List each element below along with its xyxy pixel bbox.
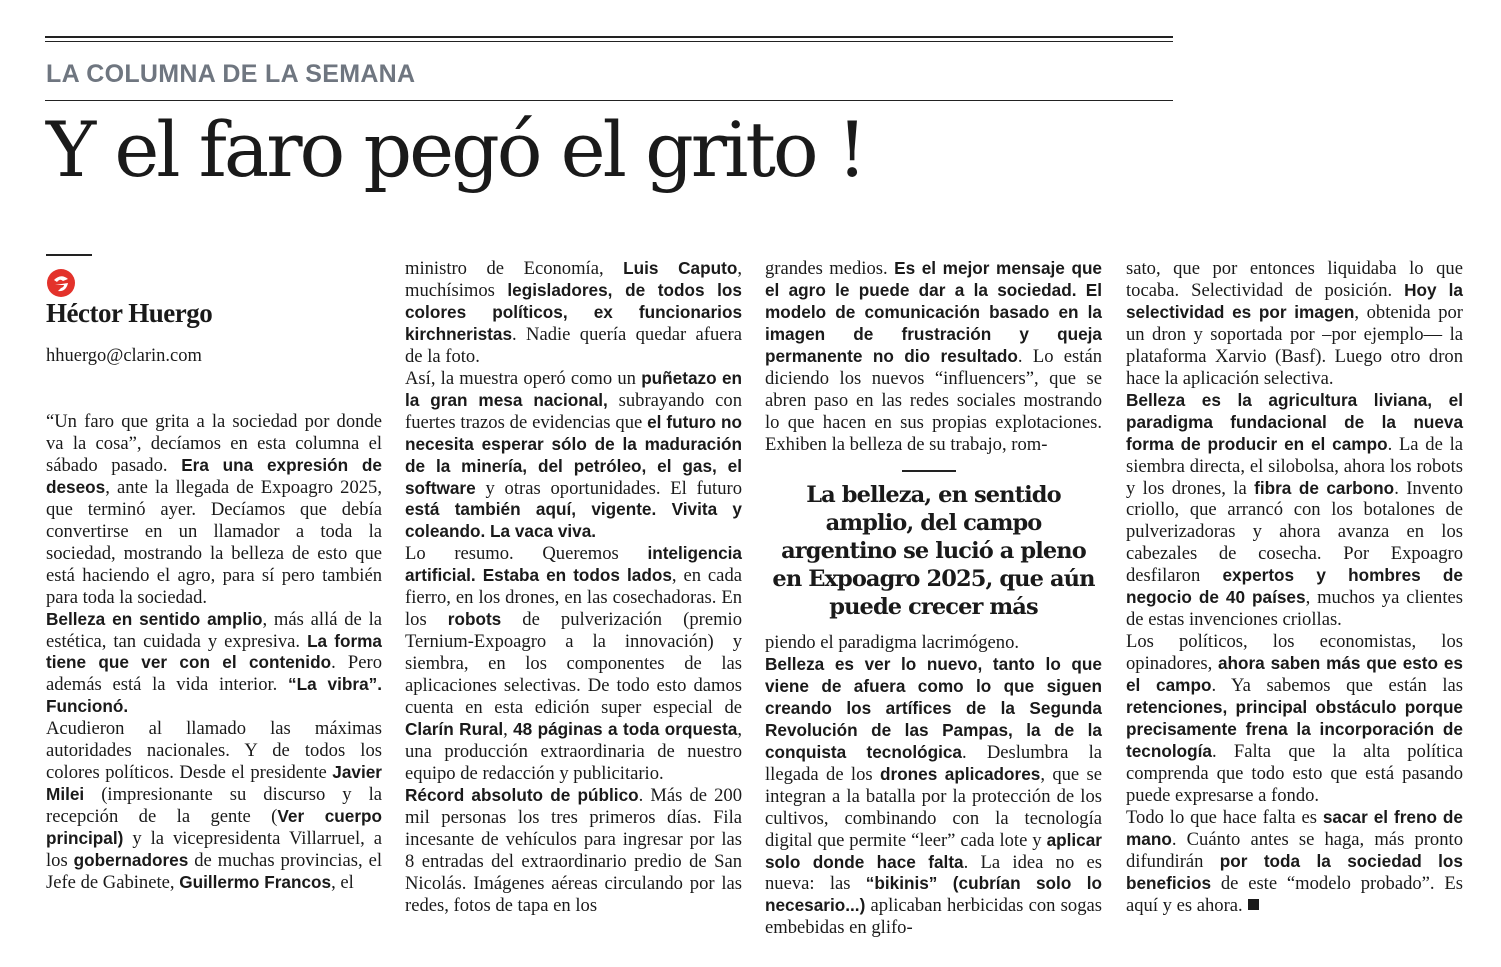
author-name: Héctor Huergo <box>46 298 213 328</box>
article-column-1 <box>46 411 382 894</box>
paragraph: grandes medios. Es el mejor mensaje que el agro le puede dar a la sociedad. El modelo de comunicación basado en la imagen de frustración y queja permanente no dio resultado. Lo están diciendo los nuevos “influencers”, que se abren paso en las redes sociales mostrando lo que hacen en sus propias explotaciones. Exhiben la belleza de su trabajo, rom- <box>765 258 1102 455</box>
clarin-rural-logo-icon <box>46 268 76 298</box>
paragraph: Récord absoluto de público. Más de 200 mil personas los tres primeros días. Fila incesante de vehículos para ingresar por las 8 entradas del extraordinario predio de San Nicolás. Imágenes aéreas circulando por las redes, fotos de tapa en los <box>405 784 742 916</box>
top-rule <box>45 36 1173 38</box>
end-of-article-icon <box>1248 899 1259 910</box>
top-rule-thin <box>45 41 1173 42</box>
byline-rule <box>46 254 92 256</box>
headline: Y el faro pegó el grito ! <box>46 105 865 194</box>
paragraph: Belleza es ver lo nuevo, tanto lo que viene de afuera como lo que siguen creando los artífices de la Segunda Revolución de las Pampas, la de la conquista tecnológica. Deslumbra la llegada de los drones aplicadores, que se integran a la batalla por la protección de los cultivos, combinando con la tecnología digital que permite “leer” cada lote y aplicar solo donde hace falta. La idea no es nueva: las “bikinis” (cubrían solo lo necesario...) aplicaban herbicidas con sogas embebidas en glifo- <box>765 653 1103 939</box>
paragraph: Belleza es la agricultura liviana, el paradigma fundacional de la nueva forma de producir en el campo. La de la siembra directa, el silobolsa, ahora los robots y los drones, la fibra de carbono. Invento criollo, que arrancó con los botalones de pulverizadoras y ahora avanza en los cabezales de cosecha. Por Expoagro desfilaron expertos y hombres de negocio de 40 países, muchos ya clientes de estas invenciones criollas. <box>1126 389 1463 631</box>
section-kicker: LA COLUMNA DE LA SEMANA <box>46 60 416 88</box>
paragraph: Todo lo que hace falta es sacar el freno de mano. Cuánto antes se haga, más pronto difundirán por toda la sociedad los beneficios de este “modelo probado”. Es aquí y es ahora. <box>1126 806 1463 916</box>
paragraph: sato, que por entonces liquidaba lo que tocaba. Selectividad de posición. Hoy la selectividad es por imagen, obtenida por un dron y soportada por –por ejemplo— la plataforma Xarvio (Basf). Luego otro dron hace la aplicación selectiva. <box>1126 258 1463 389</box>
paragraph: Lo resumo. Queremos inteligencia artificial. Estaba en todos lados, en cada fierro, en los drones, en las cosechadoras. En los robots de pulverización (premio Ternium-Expoagro a la innovación) y siembra, en los componentes de las aplicaciones selectivas. De todo esto damos cuenta en esta edición super especial de Clarín Rural, 48 páginas a toda orquesta, una producción extraordinaria de nuestro equipo de redacción y publicitario. <box>405 543 742 784</box>
paragraph: “Un faro que grita a la sociedad por donde va la cosa”, decíamos en esta columna el sábado pasado. Era una expresión de deseos, ante la llegada de Expoagro 2025, que terminó ayer. Decíamos que debía convertirse en un llamador a toda la sociedad, mostrando la belleza de esto que está haciendo el agro, para sí pero también para toda la sociedad. <box>46 411 382 608</box>
paragraph: ministro de Economía, Luis Caputo, muchísimos legisladores, de todos los colores políticos, ex funcionarios kirchneristas. Nadie quería quedar afuera de la foto. <box>405 258 742 367</box>
paragraph: Los políticos, los economistas, los opinadores, ahora saben más que esto es el campo. Ya sabemos que están las retenciones, principal obstáculo porque precisamente frena la incorporación de tecnología. Falta que la alta política comprenda que todo esto que está pasando puede expresarse a fondo. <box>1126 631 1463 806</box>
paragraph: piendo el paradigma lacrimógeno. <box>765 632 1020 653</box>
article-column-2 <box>405 258 742 917</box>
paragraph: Belleza en sentido amplio, más allá de la estética, tan cuidada y expresiva. La forma tiene que ver con el contenido. Pero además está la vida interior. “La vibra”. Funcionó. <box>46 608 382 717</box>
article-column-3-bottom <box>765 632 1102 939</box>
pull-quote: La belleza, en sentido amplio, del campo argentino se lució a pleno en Expoagro 2025, que aún puede crecer más <box>772 482 1095 620</box>
article-column-3-top <box>765 258 1102 456</box>
kicker-rule <box>45 100 1173 101</box>
paragraph: Así, la muestra operó como un puñetazo en la gran mesa nacional, subrayando con fuertes trazos de evidencias que el futuro no necesita esperar sólo de la maduración de la minería, del petróleo, el gas, el software y otras oportunidades. El futuro está también aquí, vigente. Vivita y coleando. La vaca viva. <box>405 367 743 542</box>
paragraph: Acudieron al llamado las máximas autoridades nacionales. Y de todos los colores políticos. Desde el presidente Javier Milei (impresionante su discurso y la recepción de la gente (Ver cuerpo principal) y la vicepresidenta Villarruel, a los gobernadores de muchas provincias, el Jefe de Gabinete, Guillermo Francos, el <box>46 718 383 894</box>
pull-quote-rule <box>902 470 956 472</box>
article-column-4 <box>1126 258 1463 917</box>
author-email[interactable]: hhuergo@clarin.com <box>46 346 202 366</box>
